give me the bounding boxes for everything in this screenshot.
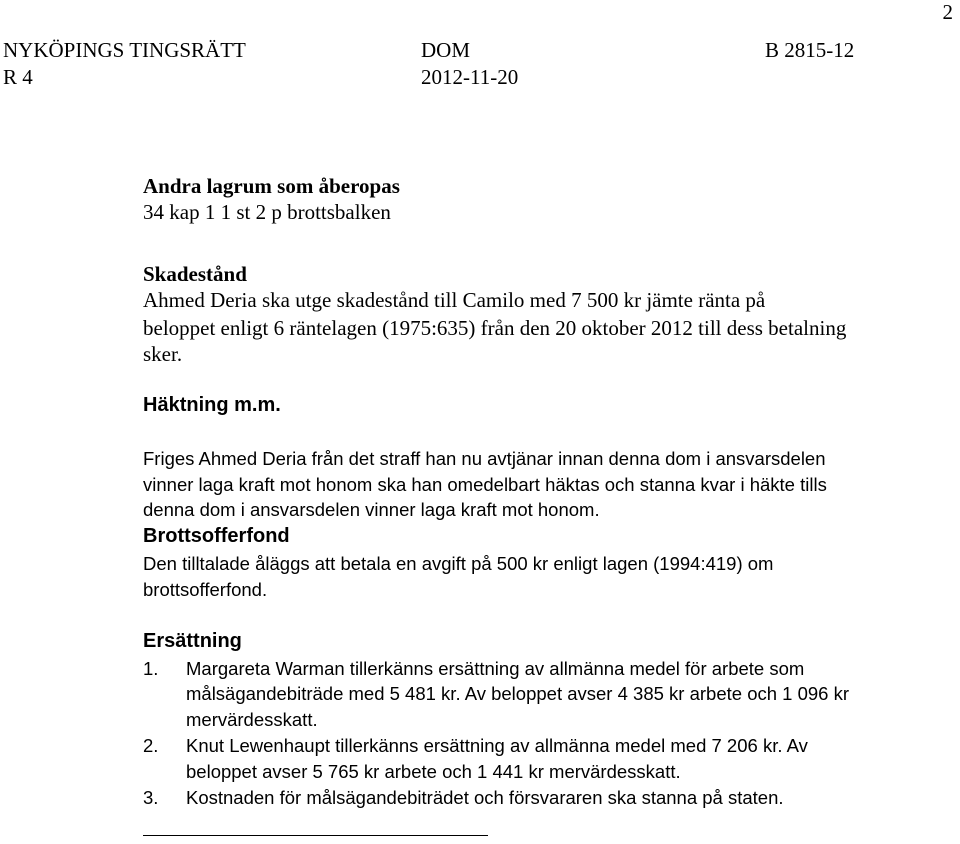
court-unit: R 4 bbox=[3, 65, 33, 89]
section-line: Den tilltalade åläggs att betala en avgift på 500 kr enligt lagen (1994:419) om bbox=[143, 553, 774, 574]
court-name: NYKÖPINGS TINGSRÄTT bbox=[3, 38, 246, 62]
section-heading: Andra lagrum som åberopas bbox=[143, 174, 400, 198]
section-heading: Skadestånd bbox=[143, 262, 247, 286]
document-type: DOM bbox=[421, 38, 471, 62]
section-line: beloppet enligt 6 räntelagen (1975:635) från den 20 oktober 2012 till dess betalning bbox=[143, 316, 847, 340]
list-item-line: beloppet avser 5 765 kr arbete och 1 441 kr mervärdesskatt. bbox=[186, 761, 681, 782]
section-text: 34 kap 1 1 st 2 p brottsbalken bbox=[143, 200, 391, 224]
section-line: sker. bbox=[143, 342, 183, 366]
list-item-line: Knut Lewenhaupt tillerkänns ersättning av allmänna medel med 7 206 kr. Av bbox=[186, 735, 808, 756]
section-line: denna dom i ansvarsdelen vinner laga kraft mot honom. bbox=[143, 499, 600, 520]
list-item-number: 1. bbox=[143, 658, 159, 679]
section-line: brottsofferfond. bbox=[143, 579, 268, 600]
list-item-line: Margareta Warman tillerkänns ersättning av allmänna medel för arbete som bbox=[186, 658, 805, 679]
list-item-number: 2. bbox=[143, 735, 159, 756]
footer-divider bbox=[143, 835, 488, 836]
list-item-number: 3. bbox=[143, 787, 159, 808]
section-line: Friges Ahmed Deria från det straff han nu avtjänar innan denna dom i ansvarsdelen bbox=[143, 448, 826, 469]
list-item-line: mervärdesskatt. bbox=[186, 709, 318, 730]
section-heading: Brottsofferfond bbox=[143, 525, 290, 547]
section-heading: Ersättning bbox=[143, 630, 242, 652]
section-heading: Häktning m.m. bbox=[143, 394, 281, 416]
section-line: vinner laga kraft mot honom ska han omedelbart häktas och stanna kvar i häkte tills bbox=[143, 474, 827, 495]
list-item-line: målsägandebiträde med 5 481 kr. Av beloppet avser 4 385 kr arbete och 1 096 kr bbox=[186, 683, 850, 704]
case-number: B 2815-12 bbox=[765, 38, 855, 62]
section-line: Ahmed Deria ska utge skadestånd till Camilo med 7 500 kr jämte ränta på bbox=[143, 288, 766, 312]
document-date: 2012-11-20 bbox=[421, 65, 519, 89]
list-item-line: Kostnaden för målsägandebiträdet och försvararen ska stanna på staten. bbox=[186, 787, 784, 808]
page-number: 2 bbox=[942, 0, 953, 24]
